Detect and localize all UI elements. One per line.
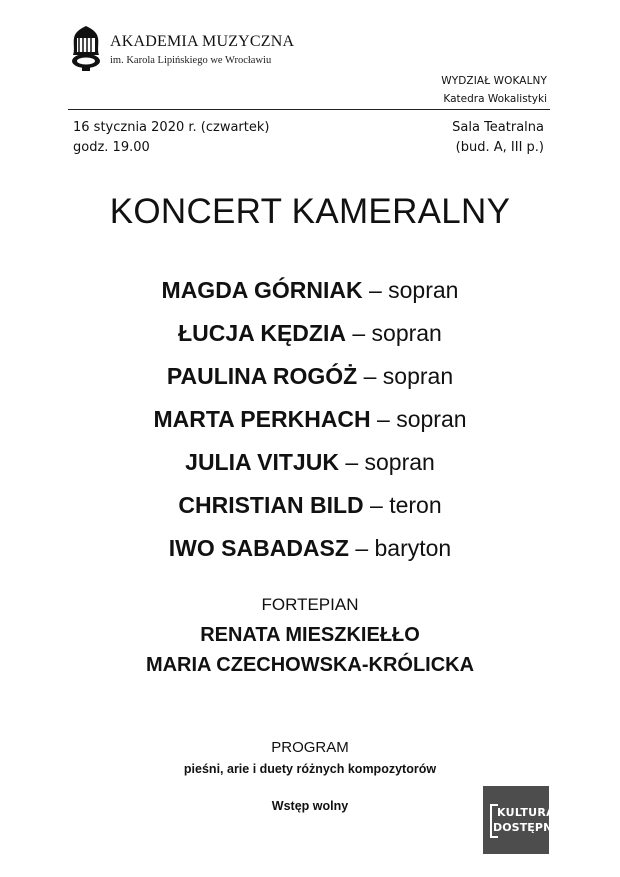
performer-row <box>0 274 620 317</box>
institution-subtitle: im. Karola Lipińskiego we Wrocławiu <box>110 55 272 66</box>
event-time: godz. 19.00 <box>73 140 150 155</box>
performer-name: JULIA VITJUK <box>185 449 339 475</box>
badge-line-2: DOSTĘPNA <box>493 821 562 834</box>
performer-role: – sopran <box>370 406 467 432</box>
performer-name: IWO SABADASZ <box>168 535 349 561</box>
event-venue: Sala Teatralna <box>452 120 544 135</box>
performer-name: MARTA PERKHACH <box>153 406 371 432</box>
header-divider <box>68 109 550 110</box>
badge-line-1: KULTURA <box>497 806 555 819</box>
institution-name: AKADEMIA MUZYCZNA <box>110 33 295 50</box>
performer-role: – baryton <box>348 535 452 561</box>
pianist-list <box>0 620 620 680</box>
performer-name: ŁUCJA KĘDZIA <box>178 320 346 346</box>
program-label: PROGRAM <box>271 739 349 756</box>
faculty-name: WYDZIAŁ WOKALNY <box>441 75 547 87</box>
performer-row <box>0 317 620 360</box>
performer-row <box>0 403 620 446</box>
performer-row <box>0 360 620 403</box>
concert-title: KONCERT KAMERALNY <box>109 192 511 231</box>
performer-role: – sopran <box>338 449 435 475</box>
performer-name: CHRISTIAN BILD <box>178 492 364 518</box>
pianist-name: MARIA CZECHOWSKA-KRÓLICKA <box>145 654 475 676</box>
lyre-icon <box>66 24 106 72</box>
performer-name: MAGDA GÓRNIAK <box>161 277 363 303</box>
performer-row <box>0 446 620 489</box>
pianist-name: RENATA MIESZKIEŁŁO <box>200 624 420 646</box>
performer-role: – teron <box>363 492 442 518</box>
program-description: pieśni, arie i duety różnych kompozytorów <box>183 762 437 776</box>
entry-info: Wstęp wolny <box>271 799 349 813</box>
piano-label: FORTEPIAN <box>261 595 359 614</box>
performer-row <box>0 532 620 575</box>
event-building: (bud. A, III p.) <box>455 140 544 155</box>
event-date: 16 stycznia 2020 r. (czwartek) <box>73 120 270 135</box>
kultura-dostepna-badge <box>483 786 562 854</box>
performer-name: PAULINA ROGÓŻ <box>166 363 358 389</box>
performer-row <box>0 489 620 532</box>
performer-role: – sopran <box>357 363 454 389</box>
department-name: Katedra Wokalistyki <box>443 93 547 105</box>
performer-role: – sopran <box>362 277 459 303</box>
performer-list <box>0 274 620 575</box>
performer-role: – sopran <box>345 320 442 346</box>
